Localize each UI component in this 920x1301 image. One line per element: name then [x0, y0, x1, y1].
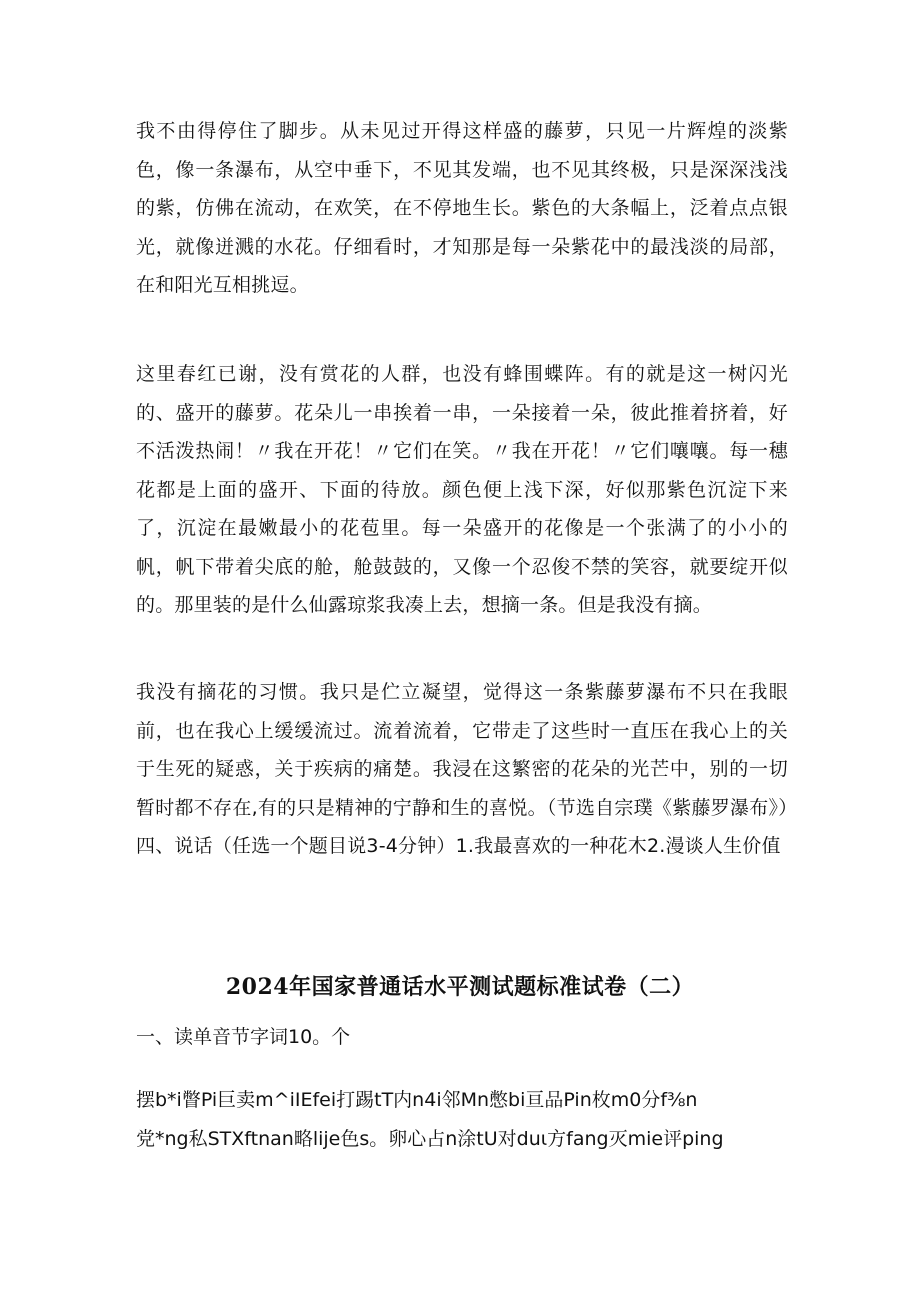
exam-title: 2024年国家普通话水平测试题标准试卷（二） [225, 974, 695, 1000]
essay-paragraph-1: 我不由得停住了脚步。从未见过开得这样盛的藤萝，只见一片辉煌的淡紫色，像一条瀑布，从空中垂下，不见其发端，也不见其终极，只是深深浅浅的紫，仿佛在流动，在欢笑，在不停地生长。紫色的大条幅上，泛着点点银光，就像迸溅的水花。仔细看时，才知那是每一朵紫花中的最浅淡的局部，在和阳光互相挑逗。 [136, 120, 788, 296]
pinyin-line-1: 摆b*i瞥Pi巨卖m^iIEfei打踢tT内n4i邻Mn憋bi亘品Pin枚m0分f⅜n [136, 1089, 698, 1111]
essay-paragraph-2: 这里春红已谢，没有赏花的人群，也没有蜂围蝶阵。有的就是这一树闪光的、盛开的藤萝。花朵儿一串挨着一串，一朵接着一朵，彼此推着挤着，好不活泼热闹！〃我在开花！〃它们在笑。〃我在开花！〃它们嚷嚷。每一穗花都是上面的盛开、下面的待放。颜色便上浅下深，好似那紫色沉淀下来了，沉淀在最嫩最小的花苞里。每一朵盛开的花像是一个张满了的小小的帆，帆下带着尖底的舱，舱鼓鼓的，又像一个忍俊不禁的笑容，就要绽开似的。那里装的是什么仙露琼浆我凑上去，想摘一条。但是我没有摘。 [136, 363, 788, 616]
pinyin-line-2: 党*ng私STXftnan略lije色s。卵心占n涂tU对duι方fang灭mie评ping [136, 1128, 724, 1150]
section-heading-1: 一、读单音节字词10。个 [136, 1026, 351, 1048]
essay-paragraph-3: 我没有摘花的习惯。我只是伫立凝望，觉得这一条紫藤萝瀑布不只在我眼前，也在我心上缓缓流过。流着流着，它带走了这些时一直压在我心上的关于生死的疑惑，关于疾病的痛楚。我浸在这繁密的花朵的光芒中，别的一切暂时都不存在,有的只是精神的宁静和生的喜悦。（节选自宗璞《紫藤罗瀑布》）四、说话（任选一个题目说3-4分钟）1.我最喜欢的一种花木2.漫谈人生价值 [136, 681, 788, 857]
